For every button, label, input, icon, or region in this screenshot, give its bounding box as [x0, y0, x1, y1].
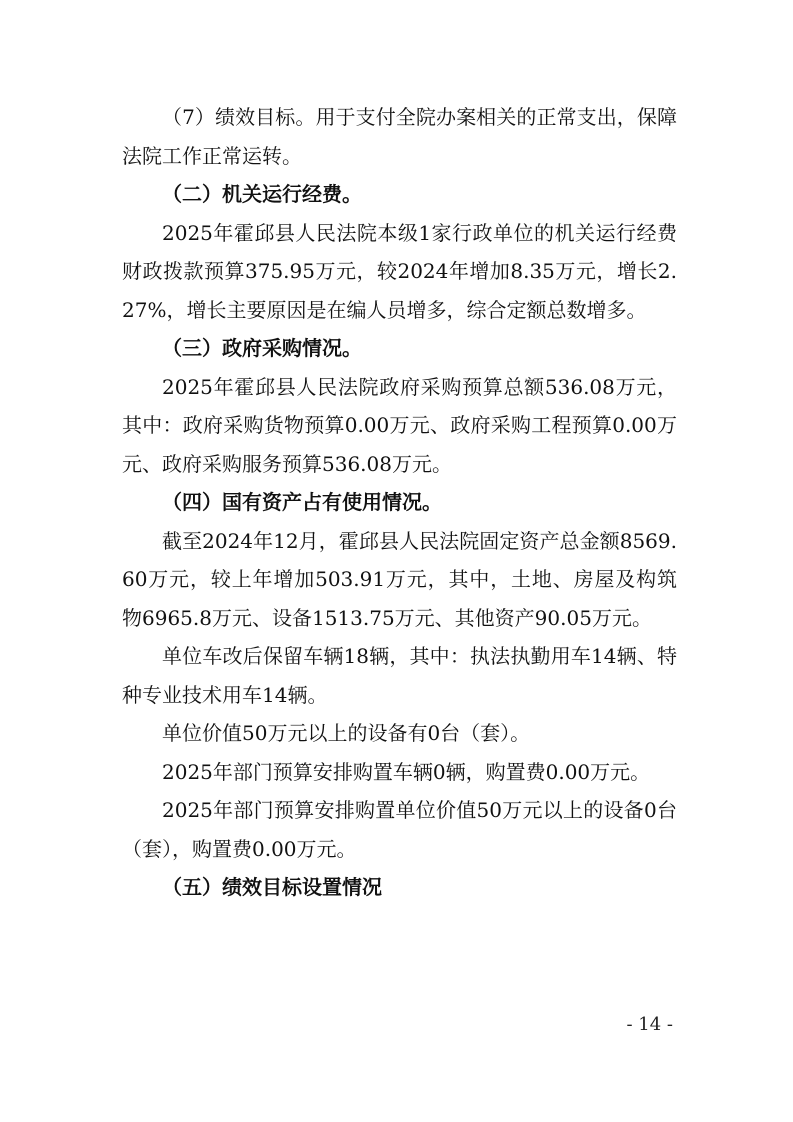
paragraph-fixed-assets: 截至2024年12月，霍邱县人民法院固定资产总金额8569.60万元，较上年增加503.91万元，其中，土地、房屋及构筑物6965.8万元、设备1513.75万元、其他资产90.05万元。: [122, 528, 677, 630]
paragraph-equipment-count: 单位价值50万元以上的设备有0台（套）。: [162, 721, 531, 745]
page-number: - 14 -: [626, 1014, 673, 1035]
paragraph-vehicle-purchase: 2025年部门预算安排购置车辆0辆，购置费0.00万元。: [162, 759, 651, 784]
heading-state-assets: （四）国有资产占有使用情况。: [162, 490, 442, 514]
paragraph-equipment-purchase: 2025年部门预算安排购置单位价值50万元以上的设备0台（套），购置费0.00万元。: [122, 798, 677, 861]
page-content: [122, 98, 677, 907]
paragraph-government-procurement: 2025年霍邱县人民法院政府采购预算总额536.08万元，其中：政府采购货物预算0.00万元、政府采购工程预算0.00万元、政府采购服务预算536.08万元。: [122, 374, 677, 476]
paragraph-vehicles: 单位车改后保留车辆18辆，其中：执法执勤用车14辆、特种专业技术用车14辆。: [122, 644, 677, 707]
paragraph-operating-expenses: 2025年霍邱县人民法院本级1家行政单位的机关运行经费财政拨款预算375.95万元，较2024年增加8.35万元，增长2.27%，增长主要原因是在编人员增多，综合定额总数增多。: [122, 220, 677, 322]
paragraph-performance-goal: （7）绩效目标。用于支付全院办案相关的正常支出，保障法院工作正常运转。: [122, 105, 677, 168]
heading-operating-expenses: （二）机关运行经费。: [162, 182, 362, 206]
heading-government-procurement: （三）政府采购情况。: [162, 336, 362, 360]
heading-performance-targets: （五）绩效目标设置情况: [162, 875, 382, 899]
